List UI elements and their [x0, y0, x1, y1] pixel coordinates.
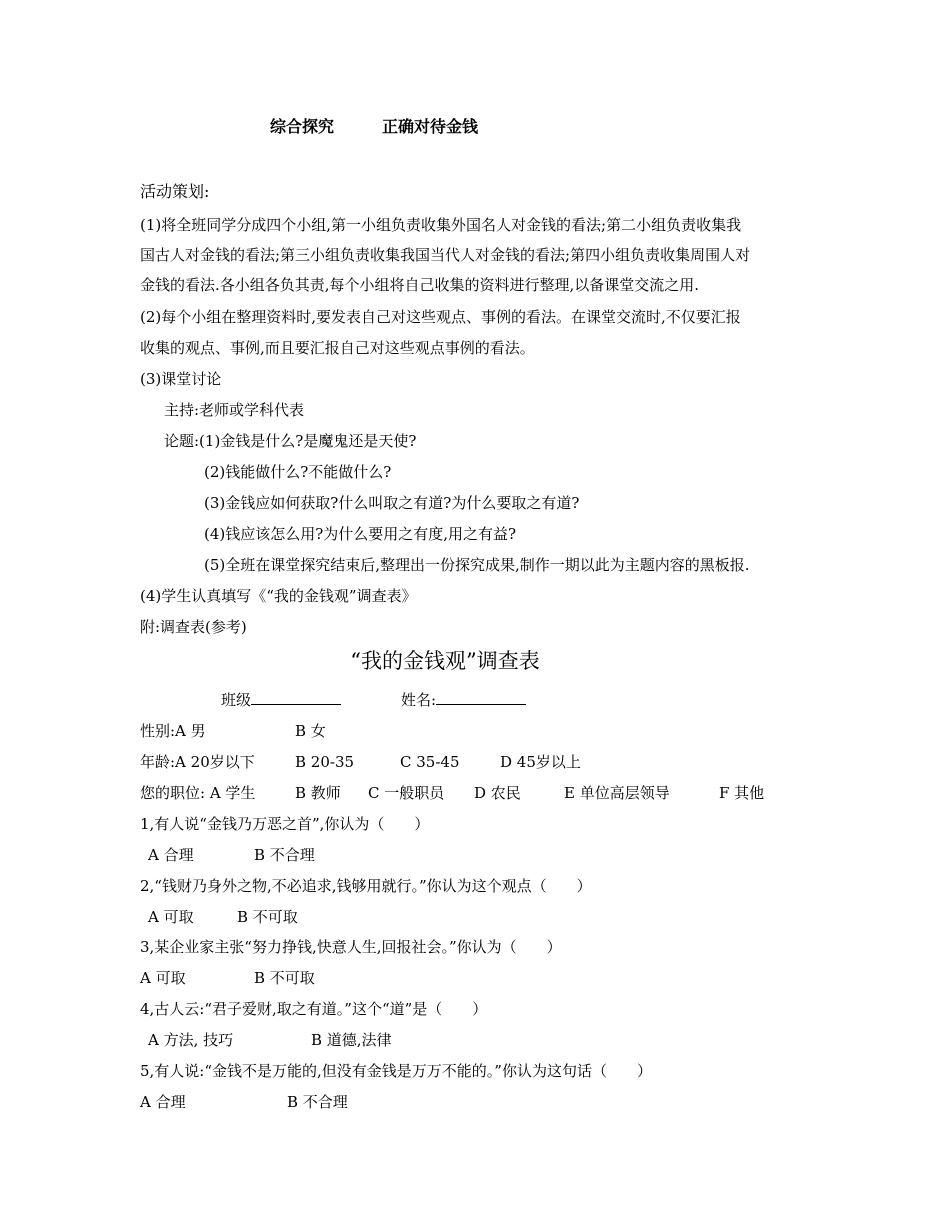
age-option-c[interactable]: C 35-45: [400, 753, 460, 771]
document-title: [270, 114, 478, 137]
question-3-option-a[interactable]: A 可取: [140, 969, 186, 987]
question-4-option-a[interactable]: A 方法, 技巧: [148, 1031, 234, 1049]
job-option-f[interactable]: F 其他: [719, 784, 765, 802]
planning-heading: 活动策划:: [140, 182, 210, 201]
age-option-b[interactable]: B 20-35: [295, 753, 355, 771]
paragraph-4: (4)学生认真填写《“我的金钱观”调查表》: [140, 587, 417, 605]
paragraph-1-line-2: 国古人对金钱的看法;第三小组负责收集我国当代人对金钱的看法;第四小组负责收集周围人对: [140, 246, 751, 264]
topic-3: (3)金钱应如何获取?什么叫取之有道?为什么要取之有道?: [204, 494, 580, 512]
question-5-option-a[interactable]: A 合理: [140, 1093, 186, 1111]
class-field: [221, 690, 341, 710]
appendix-line: 附:调查表(参考): [140, 618, 247, 636]
question-3: 3,某企业家主张“努力挣钱,快意人生,回报社会。”你认为（ ）: [140, 938, 562, 956]
topic-2: (2)钱能做什么?不能做什么?: [204, 463, 392, 481]
question-1-option-b[interactable]: B 不合理: [254, 846, 315, 864]
question-4-option-b[interactable]: B 道德,法律: [311, 1031, 392, 1049]
question-5: 5,有人说:“金钱不是万能的,但没有金钱是万万不能的。”你认为这句话（ ）: [140, 1062, 652, 1080]
age-option-a[interactable]: 年龄:A 20岁以下: [140, 753, 255, 771]
question-5-option-b[interactable]: B 不合理: [287, 1093, 348, 1111]
topic-5: (5)全班在课堂探究结束后,整理出一份探究成果,制作一期以此为主题内容的黑板报.: [204, 556, 750, 574]
question-2-option-a[interactable]: A 可取: [148, 908, 194, 926]
title-part2: 正确对待金钱: [382, 117, 479, 136]
class-label: 班级: [221, 691, 252, 709]
age-option-d[interactable]: D 45岁以上: [500, 753, 581, 771]
paragraph-1-line-1: (1)将全班同学分成四个小组,第一小组负责收集外国名人对金钱的看法;第二小组负责收集我: [140, 216, 742, 234]
paragraph-2-line-1: (2)每个小组在整理资料时,要发表自己对这些观点、事例的看法。在课堂交流时,不仅要汇报: [140, 308, 741, 326]
name-blank[interactable]: [436, 690, 526, 705]
paragraph-2-line-2: 收集的观点、事例,而且要汇报自己对这些观点事例的看法。: [140, 339, 535, 357]
host-line: 主持:老师或学科代表: [164, 401, 305, 419]
topic-1: 论题:(1)金钱是什么?是魔鬼还是天使?: [164, 432, 417, 450]
job-option-a[interactable]: 您的职位: A 学生: [140, 784, 256, 802]
name-field: [401, 690, 526, 710]
job-option-d[interactable]: D 农民: [474, 784, 521, 802]
question-4: 4,古人云:“君子爱财,取之有道。”这个“道”是（ ）: [140, 1000, 488, 1018]
name-label: 姓名:: [401, 691, 437, 709]
gender-option-b[interactable]: B 女: [295, 722, 326, 740]
survey-title: “我的金钱观”调查表: [350, 649, 540, 673]
paragraph-3: (3)课堂讨论: [140, 370, 222, 388]
question-2: 2,“钱财乃身外之物,不必追求,钱够用就行。”你认为这个观点（ ）: [140, 877, 592, 895]
question-1-option-a[interactable]: A 合理: [148, 846, 194, 864]
topic-4: (4)钱应该怎么用?为什么要用之有度,用之有益?: [204, 525, 517, 543]
gender-option-a[interactable]: 性别:A 男: [140, 722, 206, 740]
job-option-e[interactable]: E 单位高层领导: [564, 784, 670, 802]
question-3-option-b[interactable]: B 不可取: [254, 969, 315, 987]
job-option-b[interactable]: B 教师: [295, 784, 341, 802]
class-blank[interactable]: [251, 690, 341, 705]
question-1: 1,有人说“金钱乃万恶之首”,你认为（ ）: [140, 815, 430, 833]
question-2-option-b[interactable]: B 不可取: [237, 908, 298, 926]
paragraph-1-line-3: 金钱的看法.各小组各负其责,每个小组将自己收集的资料进行整理,以备课堂交流之用.: [140, 276, 700, 294]
job-option-c[interactable]: C 一般职员: [368, 784, 445, 802]
title-part1: 综合探究: [270, 117, 335, 136]
